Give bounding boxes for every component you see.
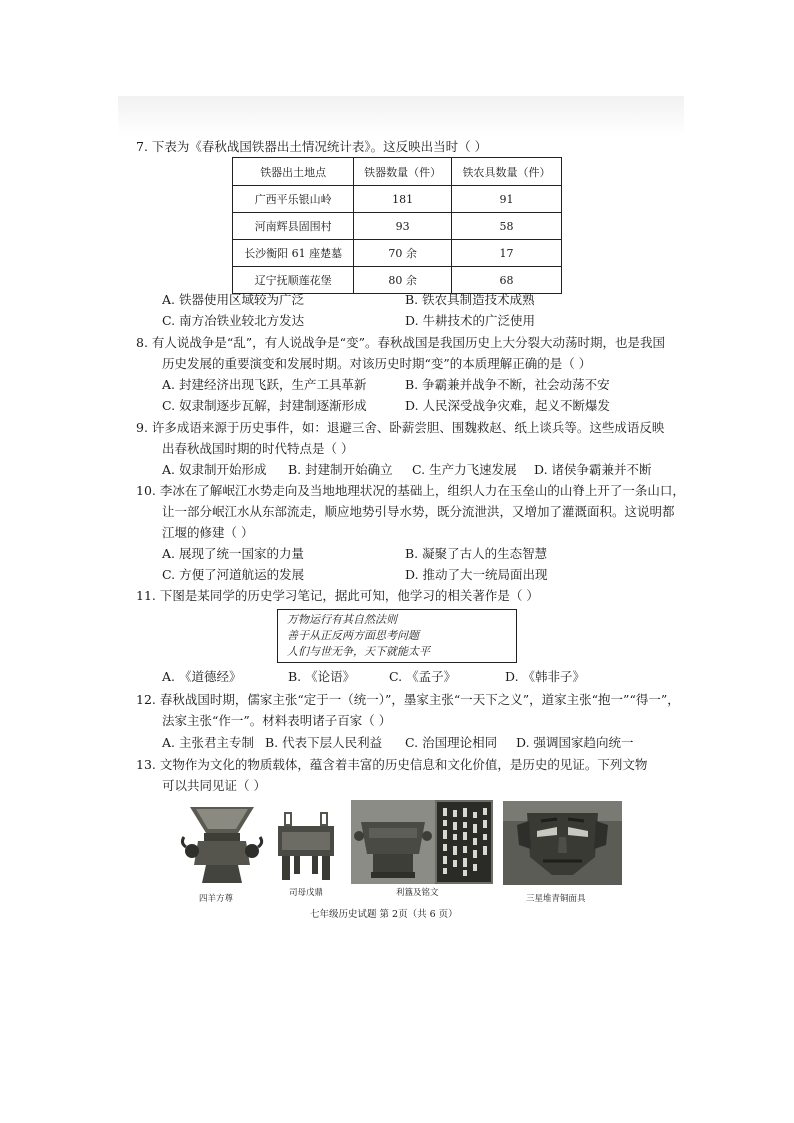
four-ram-zun-image [180, 803, 264, 885]
li-gui-image [351, 800, 493, 884]
table-cell: 长沙衡阳 61 座楚墓 [233, 240, 354, 267]
table-cell: 93 [354, 213, 452, 240]
table-cell: 辽宁抚顺莲花堡 [233, 267, 354, 294]
note-line: 人们与世无争，天下就能太平 [287, 645, 430, 658]
q11-option-b: B. 《论语》 [288, 669, 356, 684]
q11-stem: 11. 下图是某同学的历史学习笔记，据此可知，他学习的相关著作是（ ） [136, 588, 539, 603]
scan-shadow [118, 96, 684, 136]
q11-option-d: D. 《韩非子》 [505, 669, 586, 684]
q7-option-c: C. 南方冶铁业较北方发达 [162, 313, 305, 328]
q13-stem-line1: 13. 文物作为文化的物质载体，蕴含着丰富的历史信息和文化价值，是历史的见证。下列文物 [136, 757, 648, 772]
q12-option-c: C. 治国理论相同 [405, 735, 498, 750]
q9-option-d: D. 诸侯争霸兼并不断 [534, 462, 652, 477]
q10-option-b: B. 凝聚了古人的生态智慧 [405, 546, 548, 561]
q9-option-a: A. 奴隶制开始形成 [162, 462, 267, 477]
sanxingdui-mask-image [503, 801, 622, 885]
note-line: 万物运行有其自然法则 [287, 613, 397, 626]
q7-option-b: B. 铁农具制造技术成熟 [405, 292, 535, 307]
table-cell: 181 [354, 186, 452, 213]
caption-sanxingdui-mask: 三星堆青铜面具 [526, 894, 586, 904]
iron-artifact-table [232, 157, 562, 294]
table-cell: 17 [451, 240, 561, 267]
simuwu-ding-image [270, 810, 342, 882]
table-cell: 91 [451, 186, 561, 213]
table-row [233, 186, 562, 213]
table-cell: 58 [451, 213, 561, 240]
table-cell: 广西平乐银山岭 [233, 186, 354, 213]
q9-stem-line1: 9. 许多成语来源于历史事件，如：退避三舍、卧薪尝胆、围魏救赵、纸上谈兵等。这些成语反映 [136, 420, 665, 435]
q10-option-a: A. 展现了统一国家的力量 [162, 546, 304, 561]
page-footer: 七年级历史试题 第 2页（共 6 页） [310, 909, 458, 920]
q12-stem-line1: 12. 春秋战国时期，儒家主张“定于一（统一）”，墨家主张“一天下之义”，道家主张“抱一”“得一”， [136, 692, 680, 707]
q8-option-b: B. 争霸兼并战争不断，社会动荡不安 [405, 377, 610, 392]
table-header-row [233, 158, 562, 186]
table-row [233, 240, 562, 267]
q8-option-c: C. 奴隶制逐步瓦解，封建制逐渐形成 [162, 398, 367, 413]
q12-option-b: B. 代表下层人民利益 [265, 735, 383, 750]
q9-stem-line2: 出春秋战国时期的时代特点是（ ） [162, 441, 354, 456]
q9-option-b: B. 封建制开始确立 [288, 462, 393, 477]
q8-option-a: A. 封建经济出现飞跃，生产工具革新 [162, 377, 367, 392]
caption-four-ram-zun: 四羊方尊 [199, 894, 234, 904]
q12-option-a: A. 主张君主专制 [162, 735, 254, 750]
table-row [233, 267, 562, 294]
table-cell: 河南辉县固围村 [233, 213, 354, 240]
q10-option-d: D. 推动了大一统局面出现 [405, 567, 548, 582]
q11-option-a: A. 《道德经》 [162, 669, 242, 684]
caption-simuwu-ding: 司母戊鼎 [289, 888, 324, 898]
q10-option-c: C. 方便了河道航运的发展 [162, 567, 305, 582]
table-cell: 80 余 [354, 267, 452, 294]
q10-stem-line2: 让一部分岷江水从东部流走，顺应地势引导水势，既分流泄洪，又增加了灌溉面积。这说明都 [162, 504, 675, 519]
q10-stem-line3: 江堰的修建（ ） [162, 525, 254, 540]
q7-stem: 7. 下表为《春秋战国铁器出土情况统计表》。这反映出当时（ ） [136, 139, 488, 154]
q7-option-a: A. 铁器使用区域较为广泛 [162, 292, 304, 307]
table-cell: 70 余 [354, 240, 452, 267]
table-cell: 68 [451, 267, 561, 294]
study-note-box [277, 609, 517, 663]
q9-option-c: C. 生产力飞速发展 [412, 462, 517, 477]
q7-option-d: D. 牛耕技术的广泛使用 [405, 313, 536, 328]
q10-stem-line1: 10. 李冰在了解岷江水势走向及当地地理状况的基础上，组织人力在玉垒山的山脊上开了一条山口， [136, 483, 685, 498]
table-header-cell: 铁器数量（件） [354, 158, 452, 186]
q8-stem-line1: 8. 有人说战争是“乱”，有人说战争是“变”。春秋战国是我国历史上大分裂大动荡时期，也是我国 [136, 335, 665, 350]
q11-option-c: C. 《孟子》 [389, 669, 457, 684]
caption-li-gui: 利簋及铭文 [396, 888, 439, 898]
q12-option-d: D. 强调国家趋向统一 [516, 735, 634, 750]
note-line: 善于从正反两方面思考问题 [287, 629, 419, 642]
q13-stem-line2: 可以共同见证（ ） [162, 778, 266, 793]
table-header-cell: 铁农具数量（件） [451, 158, 561, 186]
q12-stem-line2: 法家主张“作一”。材料表明诸子百家（ ） [162, 713, 392, 728]
q8-option-d: D. 人民深受战争灾难，起义不断爆发 [405, 398, 611, 413]
table-header-cell: 铁器出土地点 [233, 158, 354, 186]
table-row [233, 213, 562, 240]
q8-stem-line2: 历史发展的重要演变和发展时期。对该历史时期“变”的本质理解正确的是（ ） [162, 356, 592, 371]
